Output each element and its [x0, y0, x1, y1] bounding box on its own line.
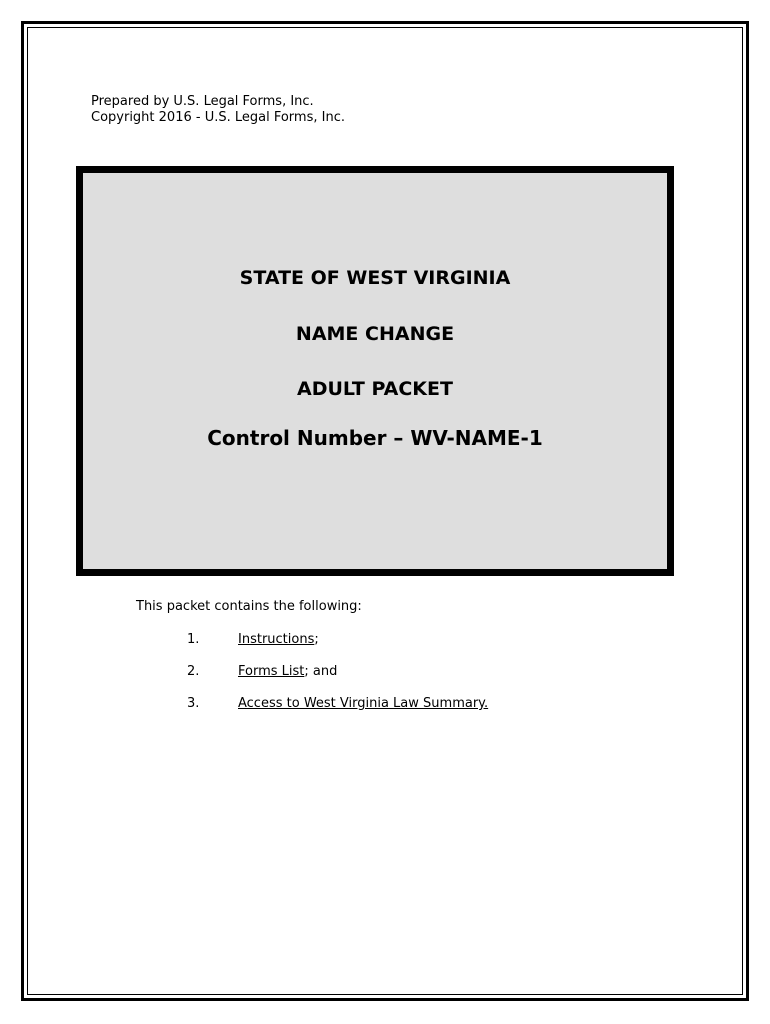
list-item-number: 1. [187, 632, 200, 647]
contents-intro: This packet contains the following: [136, 599, 362, 614]
name-change-title: NAME CHANGE [295, 323, 455, 345]
forms-list-link[interactable]: Forms List [238, 664, 305, 679]
instructions-link[interactable]: Instructions [238, 632, 315, 647]
law-summary-link[interactable]: Access to West Virginia Law Summary. [238, 696, 489, 711]
list-item-number: 2. [187, 664, 200, 679]
state-title: STATE OF WEST VIRGINIA [239, 267, 511, 289]
prepared-by-text: Prepared by U.S. Legal Forms, Inc. [91, 94, 314, 109]
copyright-text: Copyright 2016 - U.S. Legal Forms, Inc. [91, 110, 345, 125]
list-item-suffix: ; [314, 632, 319, 647]
list-item-text [238, 696, 488, 712]
list-item-suffix: ; and [304, 664, 338, 679]
list-item-text [238, 664, 337, 680]
control-number: Control Number – WV-NAME-1 [207, 426, 543, 450]
list-item-text [238, 632, 319, 648]
list-item-number: 3. [187, 696, 200, 711]
prepared-by-block [91, 94, 345, 126]
title-box [76, 166, 674, 576]
packet-title: ADULT PACKET [297, 378, 453, 400]
